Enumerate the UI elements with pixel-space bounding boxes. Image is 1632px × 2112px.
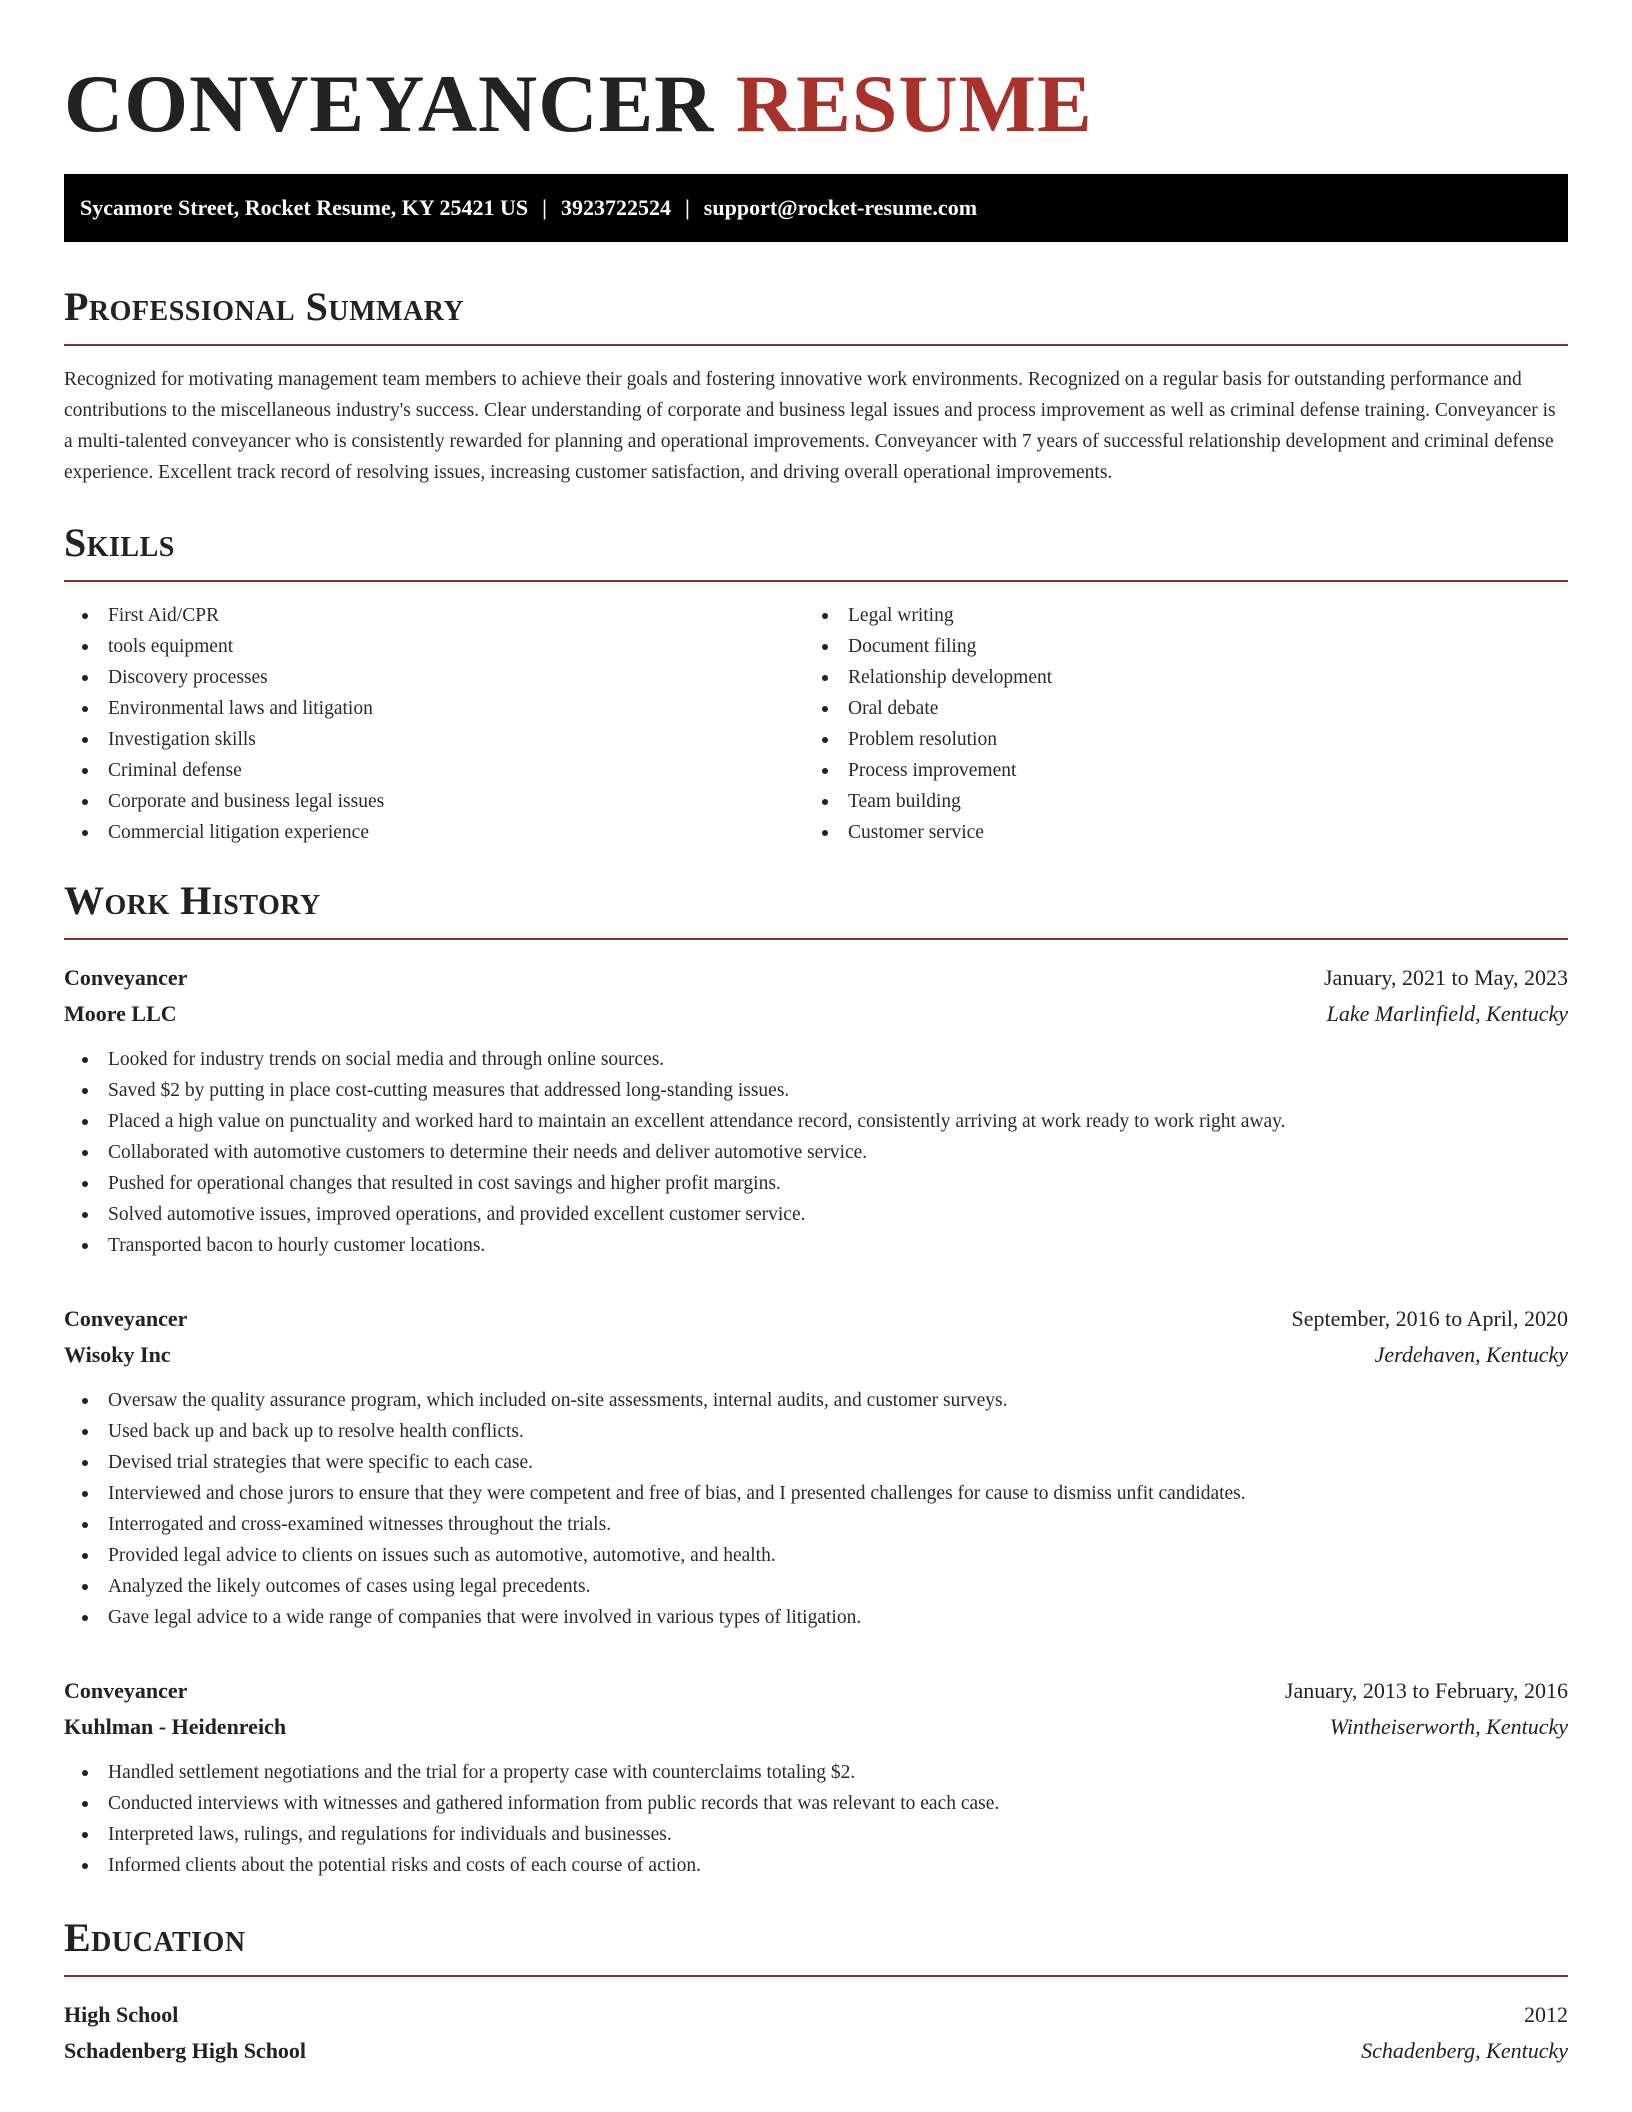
work-history-heading: Work History bbox=[64, 878, 321, 923]
skill-item: Discovery processes bbox=[64, 662, 804, 693]
job-title: Conveyancer bbox=[64, 1678, 188, 1703]
job-bullet: Interpreted laws, rulings, and regulations for individuals and businesses. bbox=[64, 1819, 1568, 1850]
summary-heading: Professional Summary bbox=[64, 284, 465, 329]
job-bullet: Saved $2 by putting in place cost-cutting measures that addressed long-standing issues. bbox=[64, 1075, 1568, 1106]
skills-heading: Skills bbox=[64, 520, 175, 565]
skill-item: Document filing bbox=[804, 631, 1544, 662]
skill-item: Investigation skills bbox=[64, 724, 804, 755]
resume-page bbox=[64, 0, 1568, 2069]
education-school: Schadenberg High School bbox=[64, 2038, 307, 2063]
skill-item: Corporate and business legal issues bbox=[64, 786, 804, 817]
job-entry bbox=[64, 1673, 1568, 1881]
job-bullets bbox=[64, 1385, 1568, 1633]
resume-title bbox=[64, 0, 1568, 150]
job-company: Wisoky Inc bbox=[64, 1342, 171, 1367]
job-entry bbox=[64, 1301, 1568, 1633]
job-bullet: Conducted interviews with witnesses and gathered information from public records that was relevant to each case. bbox=[64, 1788, 1568, 1819]
job-bullet: Handled settlement negotiations and the trial for a property case with counterclaims totaling $2. bbox=[64, 1757, 1568, 1788]
job-location: Lake Marlinfield, Kentucky bbox=[1326, 1001, 1568, 1026]
contact-address: Sycamore Street, Rocket Resume, KY 25421 US bbox=[80, 195, 529, 220]
skill-item: Process improvement bbox=[804, 755, 1544, 786]
job-bullets bbox=[64, 1757, 1568, 1881]
summary-text: Recognized for motivating management team members to achieve their goals and fostering innovative work environments. Recognized on a regular basis for outstanding performance and contributions to the miscellaneous industry's success. Clear understanding of corporate and business legal issues and process improvement as well as criminal defense training. Conveyancer is a multi-talented conveyancer who is consistently rewarded for planning and operational improvements. Conveyancer with 7 years of successful relationship development and criminal defense experience. Excellent track record of resolving issues, increasing customer satisfaction, and driving overall operational improvements. bbox=[64, 369, 1556, 483]
skills-list bbox=[64, 600, 1568, 848]
skill-item: tools equipment bbox=[64, 631, 804, 662]
education-degree: High School bbox=[64, 2002, 179, 2027]
job-dates: January, 2013 to February, 2016 bbox=[1284, 1678, 1568, 1703]
skill-item: Customer service bbox=[804, 817, 1544, 848]
job-bullet: Interrogated and cross-examined witnesses throughout the trials. bbox=[64, 1509, 1568, 1540]
job-bullet: Analyzed the likely outcomes of cases using legal precedents. bbox=[64, 1571, 1568, 1602]
job-title: Conveyancer bbox=[64, 1306, 188, 1331]
contact-email: support@rocket-resume.com bbox=[703, 195, 978, 220]
job-bullet: Solved automotive issues, improved operations, and provided excellent customer service. bbox=[64, 1199, 1568, 1230]
skills-column-right bbox=[804, 600, 1544, 848]
job-dates: January, 2021 to May, 2023 bbox=[1324, 965, 1568, 990]
section-divider bbox=[64, 580, 1568, 582]
skills-column-left bbox=[64, 600, 804, 848]
job-dates: September, 2016 to April, 2020 bbox=[1291, 1306, 1568, 1331]
education-entry bbox=[64, 1997, 1568, 2069]
skill-item: Legal writing bbox=[804, 600, 1544, 631]
job-bullet: Oversaw the quality assurance program, which included on-site assessments, internal audits, and customer surveys. bbox=[64, 1385, 1568, 1416]
job-bullet: Gave legal advice to a wide range of companies that were involved in various types of litigation. bbox=[64, 1602, 1568, 1633]
skill-item: Oral debate bbox=[804, 693, 1544, 724]
job-title: Conveyancer bbox=[64, 965, 188, 990]
job-bullet: Transported bacon to hourly customer locations. bbox=[64, 1230, 1568, 1261]
job-bullet: Looked for industry trends on social media and through online sources. bbox=[64, 1044, 1568, 1075]
education-location: Schadenberg, Kentucky bbox=[1361, 2038, 1568, 2063]
education-year: 2012 bbox=[1524, 2002, 1568, 2027]
job-bullet: Collaborated with automotive customers to determine their needs and deliver automotive service. bbox=[64, 1137, 1568, 1168]
contact-phone: 3923722524 bbox=[560, 195, 671, 220]
section-divider bbox=[64, 1975, 1568, 1977]
job-bullet: Placed a high value on punctuality and worked hard to maintain an excellent attendance record, consistently arriving at work ready to work right away. bbox=[64, 1106, 1568, 1137]
skill-item: Environmental laws and litigation bbox=[64, 693, 804, 724]
section-divider bbox=[64, 344, 1568, 346]
contact-bar bbox=[64, 174, 1568, 242]
job-company: Kuhlman - Heidenreich bbox=[64, 1714, 287, 1739]
job-bullet: Used back up and back up to resolve health conflicts. bbox=[64, 1416, 1568, 1447]
job-bullets bbox=[64, 1044, 1568, 1261]
job-company: Moore LLC bbox=[64, 1001, 177, 1026]
job-entry bbox=[64, 960, 1568, 1261]
skill-item: Relationship development bbox=[804, 662, 1544, 693]
skill-item: Problem resolution bbox=[804, 724, 1544, 755]
contact-separator: | bbox=[542, 195, 547, 220]
education-heading: Education bbox=[64, 1915, 246, 1960]
job-bullet: Provided legal advice to clients on issues such as automotive, automotive, and health. bbox=[64, 1540, 1568, 1571]
contact-separator: | bbox=[684, 195, 690, 220]
job-bullet: Interviewed and chose jurors to ensure that they were competent and free of bias, and I presented challenges for cause to dismiss unfit candidates. bbox=[64, 1478, 1568, 1509]
title-accent: RESUME bbox=[735, 58, 1093, 149]
job-location: Jerdehaven, Kentucky bbox=[1374, 1342, 1568, 1367]
job-bullet: Pushed for operational changes that resulted in cost savings and higher profit margins. bbox=[64, 1168, 1568, 1199]
skill-item: First Aid/CPR bbox=[64, 600, 804, 631]
title-main: CONVEYANCER bbox=[64, 58, 715, 149]
skill-item: Commercial litigation experience bbox=[64, 817, 804, 848]
section-divider bbox=[64, 938, 1568, 940]
skill-item: Criminal defense bbox=[64, 755, 804, 786]
job-bullet: Informed clients about the potential risks and costs of each course of action. bbox=[64, 1850, 1568, 1881]
job-location: Wintheiserworth, Kentucky bbox=[1329, 1714, 1568, 1739]
job-bullet: Devised trial strategies that were specific to each case. bbox=[64, 1447, 1568, 1478]
skill-item: Team building bbox=[804, 786, 1544, 817]
